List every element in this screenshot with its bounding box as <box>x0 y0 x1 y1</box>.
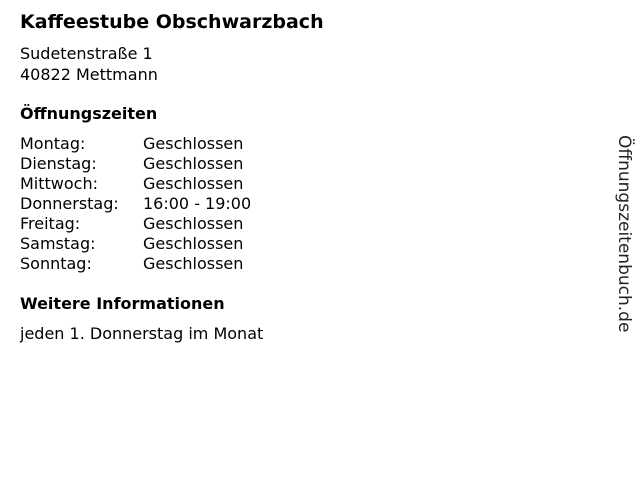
day-hours: Geschlossen <box>143 254 244 273</box>
day-label: Samstag: <box>20 234 96 253</box>
hours-row-tuesday <box>20 154 251 174</box>
day-hours: Geschlossen <box>143 174 244 193</box>
day-hours: Geschlossen <box>143 134 244 153</box>
site-watermark: Öffnungszeitenbuch.de <box>614 135 634 333</box>
more-info-heading: Weitere Informationen <box>20 294 225 313</box>
more-info-text: jeden 1. Donnerstag im Monat <box>20 324 264 343</box>
hours-row-friday <box>20 214 251 234</box>
address-street: Sudetenstraße 1 <box>20 44 153 63</box>
day-label: Mittwoch: <box>20 174 98 193</box>
business-name: Kaffeestube Obschwarzbach <box>20 11 324 33</box>
day-label: Freitag: <box>20 214 81 233</box>
hours-row-thursday <box>20 194 251 214</box>
hours-row-saturday <box>20 234 251 254</box>
day-hours: Geschlossen <box>143 234 244 253</box>
day-label: Montag: <box>20 134 86 153</box>
day-label: Donnerstag: <box>20 194 119 213</box>
day-hours: 16:00 - 19:00 <box>143 194 252 213</box>
hours-row-sunday <box>20 254 251 274</box>
opening-hours-heading: Öffnungszeiten <box>20 104 158 123</box>
address-city: 40822 Mettmann <box>20 65 158 84</box>
day-label: Sonntag: <box>20 254 92 273</box>
address-block <box>20 43 158 85</box>
hours-row-monday <box>20 134 251 154</box>
day-hours: Geschlossen <box>143 214 244 233</box>
day-label: Dienstag: <box>20 154 97 173</box>
opening-hours-table <box>20 134 251 274</box>
day-hours: Geschlossen <box>143 154 244 173</box>
hours-row-wednesday <box>20 174 251 194</box>
